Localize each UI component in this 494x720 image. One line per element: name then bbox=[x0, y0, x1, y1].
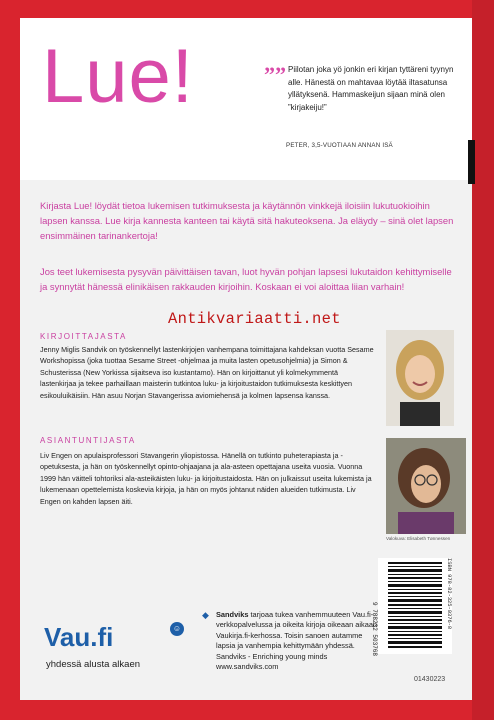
expert-bio: Liv Engen on apulaisprofessori Stavangerin yliopistossa. Hänellä on tutkinto puheterapiasta ja -opetuksesta, ja hän on työskennellyt opinto-ohjaajana ja ala-asteen opettajana useita vuosia. Vuonna 1999 hän väitteli tohtoriksi ala-asteikäisten luku- ja kirjoitustaidosta. Hän on julkaissut useita lukemista ja lukemenaan opettelemista koskevia kirjoja, ja hän on myös johtanut näiden alueiden tutkimusta. Liv Engen on kahden lapsen äiti. bbox=[40, 451, 372, 506]
sandviks-brand: Sandviks bbox=[216, 610, 249, 619]
quote-marks: ”” bbox=[264, 62, 286, 87]
author-bio: Jenny Miglis Sandvik on työskennellyt lastenkirjojen vanhempana toimittajana kahdeksan vuotta Sesame Workshopissa (joka tuottaa Sesame Street -ohjelmaa ja muita lasten opetusohjelmia) ja Simon & Schusterissa (New Yorkissa sijaitseva iso kustantamo). Hän on kirjoittanut yli kolmekymmentä lastenkirjaa ja tekee parhaillaan maisterin tutkintoa luku- ja kirjoitustaidon tutkimuksesta keskittyen esikouluikäisiin. Hän asuu Norjan Stavangerissa aviomiehensä ja kolmen lapsensa kanssa. bbox=[40, 345, 374, 400]
vau-tagline: yhdessä alusta alkaen bbox=[46, 659, 141, 670]
book-title: Lue! bbox=[42, 34, 194, 119]
sandviks-slogan: Sandviks - Enriching young minds bbox=[216, 651, 328, 661]
quote-text: Piilotan joka yö jonkin eri kirjan tyttäreni tyynyn alle. Hänestä on mahtavaa löytää iltasatunsa yllätyksenä. Hammaskeijun sijaan minä olen ”kirjakeiju!” bbox=[288, 65, 454, 112]
sandviks-text: tarjoaa tukea vanhemmuuteen Vau.fi-verkkopalvelussa ja oikeita kirjoja oikeaan aikaan Vaukirja.fi-kerhossa. Toisin sanoen autamme lapsia ja vanhempia kehittymään yhdessä. bbox=[216, 610, 378, 651]
title-panel bbox=[20, 18, 472, 180]
author-heading: KIRJOITTAJASTA bbox=[40, 332, 127, 341]
book-spine bbox=[472, 0, 494, 720]
spine-edge bbox=[468, 140, 475, 184]
product-code: 01430223 bbox=[414, 676, 446, 683]
expert-photo bbox=[386, 438, 466, 534]
vau-logo: Vau.fi bbox=[44, 622, 114, 652]
sandviks-info bbox=[216, 610, 382, 672]
intro-paragraph-1: Kirjasta Lue! löydät tietoa lukemisen tutkimuksesta ja käytännön vinkkejä iloisiin lukutuokioihin lapsen kanssa. Lue kirja kannesta kanteen tai käytä sitä hakuteoksena. Ja eläydy – sinä olet lapsen ensimmäinen tarinankertoja! bbox=[40, 200, 454, 241]
sandviks-url: www.sandviks.com bbox=[216, 662, 279, 672]
quote-author: PETER, 3,5-VUOTIAAN ANNAN ISÄ bbox=[286, 142, 393, 149]
barcode-digits: 9 788232 503768 bbox=[371, 602, 378, 657]
isbn: ISBN 978-82-325-0376-8 bbox=[446, 558, 452, 630]
barcode bbox=[371, 558, 452, 657]
photo-credit: Valokuva: Elisabeth Tønnessen bbox=[386, 536, 451, 541]
author-photo bbox=[386, 330, 454, 426]
back-cover bbox=[20, 18, 472, 700]
watermark: Antikvariaatti.net bbox=[168, 310, 341, 328]
intro-paragraph-2: Jos teet lukemisesta pysyvän päivittäisen tavan, luot hyvän pohjan lapsesi lukutaidon kehittymiselle ja synnytät hänessä elinikäisen rakkauden kirjoihin. Koskaan ei voi aloittaa liian varhain! bbox=[40, 266, 452, 292]
smiley-icon: ☺ bbox=[170, 622, 184, 636]
expert-heading: ASIANTUNTIJASTA bbox=[40, 436, 136, 445]
sandviks-logo-icon: ◆ bbox=[202, 610, 209, 620]
